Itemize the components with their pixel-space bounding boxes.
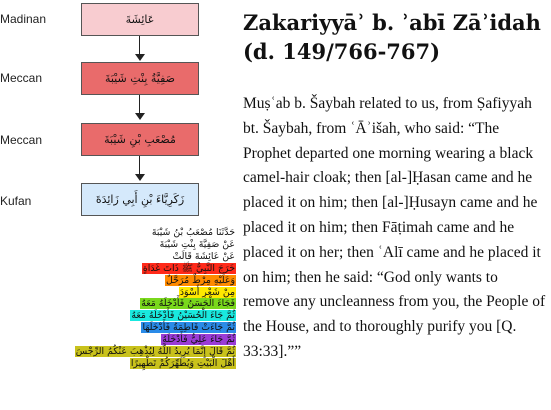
matn-line-text: خَرَجَ النَّبِيُّ ﷺ ذَاتَ غَدَاةٍ: [142, 262, 235, 274]
arrow-head-icon: [135, 174, 145, 181]
matn-line-text: ثُمَّ جَاءَ الْحُسَيْنُ فَأَدْخَلَهُ مَعَهُ: [131, 310, 235, 322]
matn-line-text: ثُمَّ جَاءَتْ فَاطِمَةُ فَأَدْخَلَهَا: [142, 322, 235, 334]
matn-line-text: فَجَاءَ الْحَسَنُ فَأَدْخَلَهُ مَعَهُ: [141, 298, 235, 310]
matn-line-text: أَهْلَ الْبَيْتِ وَيُطَهِّرَكُمْ تَطْهِيرًا: [130, 357, 235, 369]
region-label-meccan-2: Meccan: [0, 133, 43, 147]
isnad-node-musab: [81, 123, 199, 156]
matn-line: [76, 322, 236, 334]
matn-line: [76, 298, 236, 310]
matn-line: [76, 239, 236, 251]
chain-arrow: [139, 36, 140, 56]
isnad-node-label: زَكَرِيَّاءَ بْنِ أَبِي زَائِدَةَ: [95, 193, 185, 206]
chain-arrow: [139, 95, 140, 115]
isnad-node-label: صَفِيَّةُ بِنْتِ شَيْبَةَ: [104, 72, 176, 85]
region-label-meccan-1: Meccan: [0, 71, 43, 85]
matn-line-text: وَعَلَيْهِ مِرْطٌ مُرَحَّلٌ: [166, 274, 235, 286]
matn-line-text: ثُمَّ قَالَ إِنَّمَا يُرِيدُ اللَّهُ لِيُذْهِبَ عَنْكُمُ الرِّجْسَ: [75, 346, 235, 358]
matn-line: [76, 227, 236, 239]
matn-line: [76, 287, 236, 299]
matn-text: [76, 227, 236, 370]
arrow-head-icon: [135, 113, 145, 120]
matn-line: [76, 334, 236, 346]
matn-line: [76, 346, 236, 358]
matn-line: [76, 310, 236, 322]
matn-line-text: عَنْ صَفِيَّةَ بِنْتِ شَيْبَةَ: [159, 238, 235, 250]
matn-line: [76, 251, 236, 263]
isnad-node-zakariyya: [81, 183, 199, 216]
isnad-node-label: عَائِشَةَ: [125, 13, 155, 26]
matn-line-text: حَدَّثَنَا مُصْعَبُ بْنُ شَيْبَةَ: [151, 227, 235, 238]
matn-line-text: ثُمَّ جَاءَ عَلِيٌّ فَأَدْخَلَهُ: [162, 334, 235, 346]
region-label-madinan: Madinan: [0, 12, 47, 26]
matn-line: [76, 263, 236, 275]
matn-line: [76, 358, 236, 370]
isnad-node-safiyyah: [81, 62, 199, 95]
matn-line-text: عَنْ عَائِشَةَ قَالَتْ: [172, 250, 235, 262]
arrow-head-icon: [135, 54, 145, 61]
region-label-kufan: Kufan: [0, 194, 32, 208]
translation-text: Muṣʿab b. Šaybah related to us, from Ṣafiyyah bt. Šaybah, from ʿĀʾišah, who said: “The Prophet departed one morning wearing a black camel-hair cloak; then [al-]Ḥasan came and he placed it on him; then [al-]Ḥusayn came and he placed it on him; then Fāṭimah came and he placed it on her; then ʿAlī came and he placed it on him; then he said: “God only wants to remove any uncleanness from you, the People of the House, and to thoroughly purify you [Q. 33:33].””: [243, 95, 546, 360]
matn-line: [76, 275, 236, 287]
chain-arrow: [139, 156, 140, 176]
isnad-node-label: مُصْعَبِ بْنِ شَيْبَةَ: [104, 133, 176, 146]
matn-line-text: مِنْ شَعْرٍ أَسْوَدَ: [179, 286, 235, 298]
isnad-node-aisha: [81, 3, 199, 36]
page-title: Zakariyyāʾ b. ʾabī Zāʾidah (d. 149/766-767): [243, 10, 541, 64]
